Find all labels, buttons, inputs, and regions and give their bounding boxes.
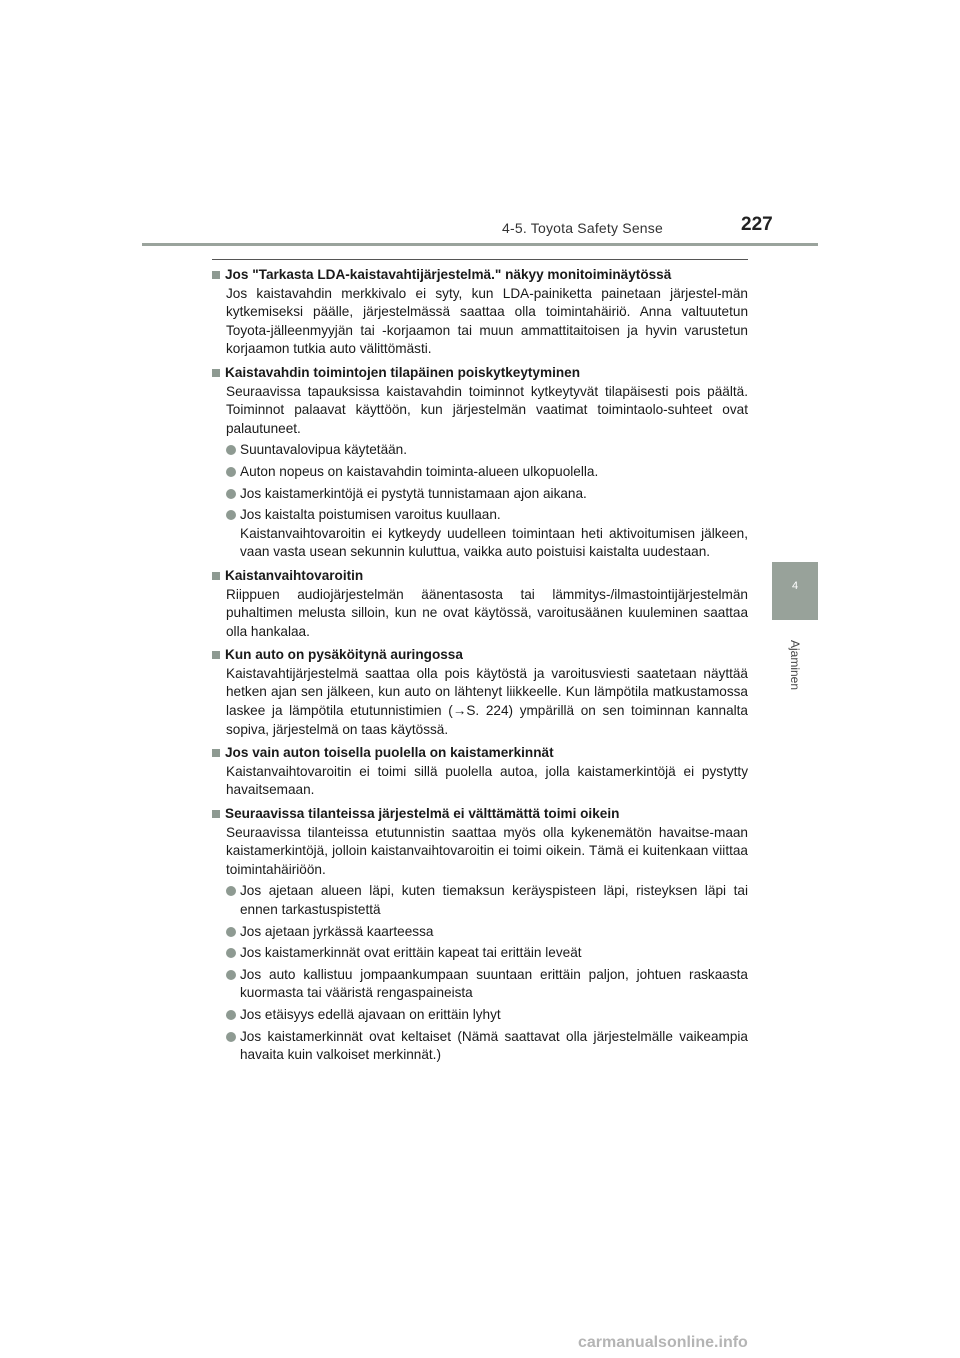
square-icon [212, 369, 220, 377]
section-text: Kaistavahtijärjestelmä saattaa olla pois käytöstä ja varoitusviesti saatetaan näyttää hetken ajan sen jälkeen, kun auto on lähtenyt liikkeelle. Kun lämpötila matkustamossa laskee ja lämpötila etutunnistimien (→S. 224) ympärillä on sen toiminnan kannalta sopiva, järjestelmä on taas käytössä. [226, 665, 748, 737]
section-title-text: Jos "Tarkasta LDA-kaistavahtijärjestelmä." näkyy monitoiminäytössä [225, 267, 672, 282]
section-header: 4-5. Toyota Safety Sense [502, 220, 663, 236]
section-may-not-work [212, 805, 748, 1065]
section-lane-change-warning [212, 567, 748, 641]
section-text: Riippuen audiojärjestelmän äänentasosta tai lämmitys-/ilmastointijärjestelmän puhaltimen melusta silloin, kun ne ovat käytössä, varoitusäänen kuuleminen saattaa olla hankalaa. [226, 586, 748, 639]
circle-bullet-icon [226, 445, 236, 455]
list-item [226, 441, 748, 460]
chapter-label-text: Ajaminen [788, 639, 802, 691]
list-item [226, 1006, 748, 1025]
list-item [226, 923, 748, 942]
chapter-label [786, 630, 804, 700]
circle-bullet-icon [226, 948, 236, 958]
header-rule [142, 243, 818, 246]
circle-bullet-icon [226, 970, 236, 980]
list-item [226, 506, 748, 562]
page-content [212, 266, 748, 1070]
section-title [212, 744, 748, 763]
list-item [226, 463, 748, 482]
section-one-side-markings [212, 744, 748, 800]
section-title-text: Kun auto on pysäköitynä auringossa [225, 647, 463, 663]
chapter-tab [772, 562, 818, 620]
content-top-rule [212, 259, 748, 260]
list-item-body [240, 506, 748, 562]
square-icon [212, 749, 220, 757]
circle-bullet-icon [226, 467, 236, 477]
circle-bullet-icon [226, 886, 236, 896]
page-number: 227 [741, 214, 773, 235]
list-item-text: Jos kaistalta poistumisen varoitus kuullaan. [240, 507, 501, 523]
circle-bullet-icon [226, 510, 236, 520]
section-text: Seuraavissa tapauksissa kaistavahdin toiminnot kytkeytyvät tilapäisesti pois päältä. Toiminnot palaavat käyttöön, kun järjestelmän vaatimat toimintaolo-suhteet ovat palautuneet. [226, 383, 748, 436]
section-title [212, 567, 748, 586]
list-item [226, 882, 748, 919]
list-item-text: Jos kaistamerkinnät ovat keltaiset (Nämä saattavat olla järjestelmälle vaikeampia havaita kuin valkoiset merkinnät.) [240, 1028, 748, 1063]
circle-bullet-icon [226, 1032, 236, 1042]
circle-bullet-icon [226, 1010, 236, 1020]
list-item-note: Kaistanvaihtovaroitin ei kytkeydy uudelleen toimintaan heti aktivoitumisen jälkeen, vaan vasta usean sekunnin kuluttua, vaikka auto poistuisi kaistalta uudestaan. [240, 525, 748, 560]
circle-bullet-icon [226, 927, 236, 937]
section-title-text: Kaistanvaihtovaroitin [225, 567, 364, 583]
list-item [226, 966, 748, 1003]
watermark: carmanualsonline.info [578, 1334, 748, 1351]
section-temporary-disable [212, 364, 748, 562]
section-title-text: Kaistavahdin toimintojen tilapäinen poiskytkeytyminen [225, 364, 581, 380]
list-item [226, 485, 748, 504]
square-icon [212, 810, 220, 818]
section-title-text: Seuraavissa tilanteissa järjestelmä ei välttämättä toimi oikein [225, 806, 620, 822]
section-text: Jos kaistavahdin merkkivalo ei syty, kun LDA-painiketta painetaan järjestel-män kytkemiseksi päälle, järjestelmässä saattaa olla toimintahäiriö. Anna valtuutetun Toyota-jälleenmyyjän tai -korjaamon tai muun ammattitaitoisen ja hyvin varustetun korjaamon tutkia auto välittömästi. [226, 285, 748, 357]
square-icon [212, 651, 220, 659]
section-title [212, 646, 748, 665]
list-item [226, 1028, 748, 1065]
list-item-text: Jos kaistamerkintöjä ei pystytä tunnistamaan ajon aikana. [240, 485, 587, 501]
square-icon [212, 271, 220, 279]
section-title-text: Jos vain auton toisella puolella on kaistamerkinnät [225, 745, 554, 761]
section-lda-check [212, 266, 748, 359]
square-icon [212, 572, 220, 580]
section-title [212, 364, 748, 383]
list-item-text: Jos kaistamerkinnät ovat erittäin kapeat tai erittäin leveät [240, 945, 582, 961]
section-parked-in-sun [212, 646, 748, 739]
list-item-text: Suuntavalovipua käytetään. [240, 442, 408, 458]
section-text: Kaistanvaihtovaroitin ei toimi sillä puolella autoa, jolla kaistamerkintöjä ei pystytty havaitsemaan. [226, 763, 748, 798]
circle-bullet-icon [226, 489, 236, 499]
list-item-text: Jos auto kallistuu jompaankumpaan suuntaan erittäin paljon, johtuen raskaasta kuormasta tai vääristä rengaspaineista [240, 966, 748, 1001]
list-item-text: Jos ajetaan alueen läpi, kuten tiemaksun keräyspisteen läpi, risteyksen läpi tai ennen tarkastuspistettä [240, 883, 748, 917]
list-item [226, 944, 748, 963]
list-item-text: Auton nopeus on kaistavahdin toiminta-alueen ulkopuolella. [240, 463, 599, 479]
chapter-number: 4 [791, 580, 799, 592]
list-item-text: Jos ajetaan jyrkässä kaarteessa [240, 923, 434, 939]
section-text: Seuraavissa tilanteissa etutunnistin saattaa myös olla kykenemätön havaitse-maan kaistamerkintöjä, jolloin kaistanvaihtovaroitin ei toimi oikein. Tämä ei kuitenkaan viittaa toimintahäiriöön. [226, 824, 748, 877]
section-title [212, 266, 748, 285]
list-item-text: Jos etäisyys edellä ajavaan on erittäin lyhyt [240, 1006, 501, 1022]
section-title [212, 805, 748, 824]
